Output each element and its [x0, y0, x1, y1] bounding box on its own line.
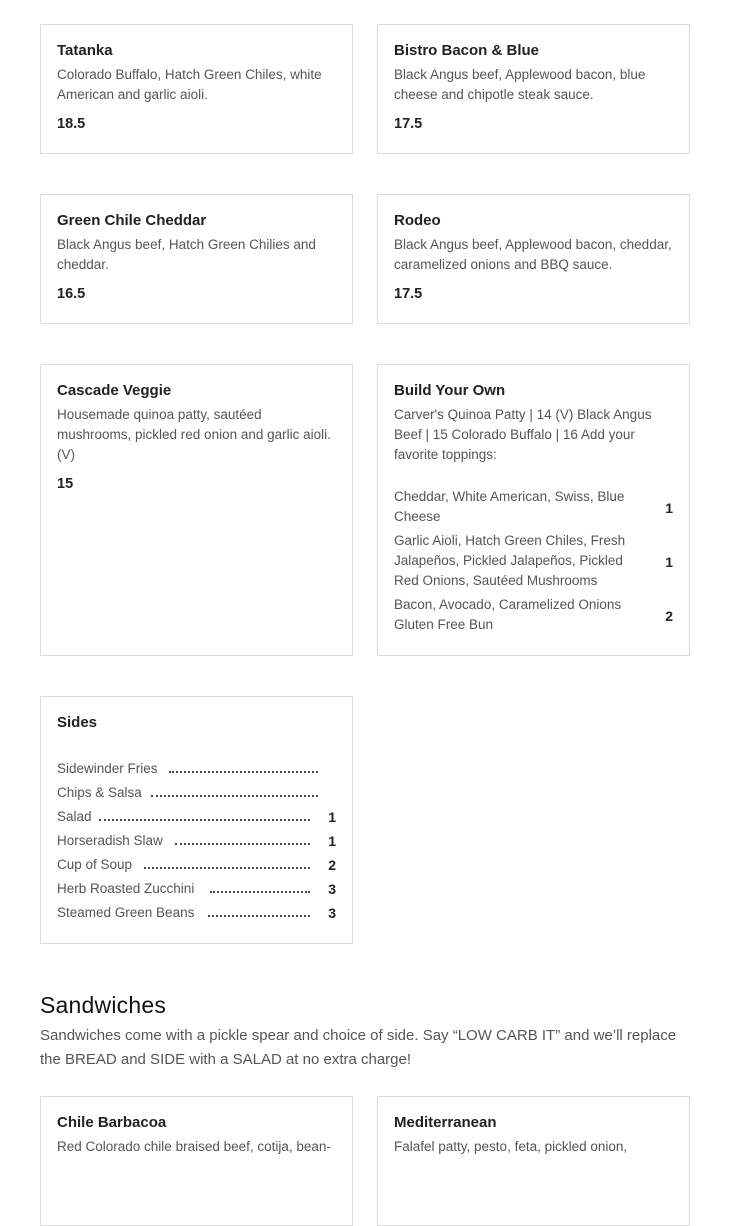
item-price: 15 [57, 476, 74, 492]
item-description: Housemade quinoa patty, sautéed mushrooms, pickled red onion and garlic aioli. (V) [57, 407, 331, 462]
item-name: Rodeo [394, 212, 441, 229]
item-price: 16.5 [57, 286, 86, 302]
side-price: 3 [328, 905, 336, 921]
dot-leader [210, 891, 310, 893]
build-your-own-card [377, 364, 690, 656]
side-name: Steamed Green Beans [57, 903, 200, 923]
section-title: Sandwiches [40, 992, 167, 1018]
item-description: Black Angus beef, Hatch Green Chilies and cheddar. [57, 237, 316, 272]
menu-item-card [377, 24, 690, 154]
dot-leader [144, 867, 310, 869]
addon-price: 2 [665, 608, 673, 624]
item-description: Black Angus beef, Applewood bacon, cheddar, caramelized onions and BBQ sauce. [394, 237, 672, 272]
side-item [57, 807, 336, 827]
item-description: Colorado Buffalo, Hatch Green Chiles, white American and garlic aioli. [57, 67, 322, 102]
addon-row [394, 531, 673, 591]
side-price: 1 [328, 833, 336, 849]
addon-row [394, 595, 673, 635]
side-price: 1 [328, 809, 336, 825]
item-description: Falafel patty, pesto, feta, pickled onion, [394, 1139, 628, 1154]
side-item [57, 759, 336, 779]
section-description: Sandwiches come with a pickle spear and choice of side. Say “LOW CARB IT” and we’ll replace the BREAD and SIDE with a SALAD at no extra charge! [40, 1027, 677, 1068]
item-price: 18.5 [57, 116, 86, 132]
addon-price: 1 [665, 500, 673, 516]
item-name: Mediterranean [394, 1114, 497, 1131]
item-description: Carver's Quinoa Patty | 14 (V) Black Angus Beef | 15 Colorado Buffalo | 16 Add your favorite toppings: [394, 407, 652, 462]
addon-text: Cheddar, White American, Swiss, Blue Cheese [394, 489, 625, 524]
item-price: 17.5 [394, 286, 423, 302]
item-name: Green Chile Cheddar [57, 212, 207, 229]
item-name: Build Your Own [394, 382, 506, 399]
side-name: Herb Roasted Zucchini [57, 879, 200, 899]
side-name: Cup of Soup [57, 855, 138, 875]
item-price: 17.5 [394, 116, 423, 132]
dot-leader [169, 771, 318, 773]
dot-leader [151, 795, 318, 797]
menu-item-card [40, 194, 353, 324]
side-name: Chips & Salsa [57, 783, 148, 803]
menu-item-card [40, 1096, 353, 1226]
item-name: Chile Barbacoa [57, 1114, 167, 1131]
side-name: Sidewinder Fries [57, 759, 164, 779]
side-item [57, 855, 336, 875]
dot-leader [99, 819, 310, 821]
dot-leader [175, 843, 310, 845]
item-description: Black Angus beef, Applewood bacon, blue cheese and chipotle steak sauce. [394, 67, 646, 102]
item-description: Red Colorado chile braised beef, cotija, bean- [57, 1139, 331, 1154]
item-name: Tatanka [57, 42, 113, 59]
side-price: 2 [328, 857, 336, 873]
sides-title: Sides [57, 714, 98, 731]
side-price: 3 [328, 881, 336, 897]
side-item [57, 783, 336, 803]
item-name: Cascade Veggie [57, 382, 172, 399]
side-item [57, 903, 336, 923]
addon-text: Bacon, Avocado, Caramelized Onions Gluten Free Bun [394, 597, 622, 632]
addon-price: 1 [665, 554, 673, 570]
item-name: Bistro Bacon & Blue [394, 42, 540, 59]
sides-card [40, 696, 353, 944]
side-name: Horseradish Slaw [57, 831, 169, 851]
menu-item-card [40, 24, 353, 154]
menu-item-card [40, 364, 353, 656]
menu-item-card [377, 1096, 690, 1226]
menu-item-card [377, 194, 690, 324]
side-item [57, 831, 336, 851]
addon-text: Garlic Aioli, Hatch Green Chiles, Fresh Jalapeños, Pickled Jalapeños, Pickled Red Onions, Sautéed Mushrooms [394, 533, 626, 588]
addon-row [394, 487, 673, 527]
side-name: Salad [57, 807, 98, 827]
dot-leader [208, 915, 310, 917]
side-item [57, 879, 336, 899]
